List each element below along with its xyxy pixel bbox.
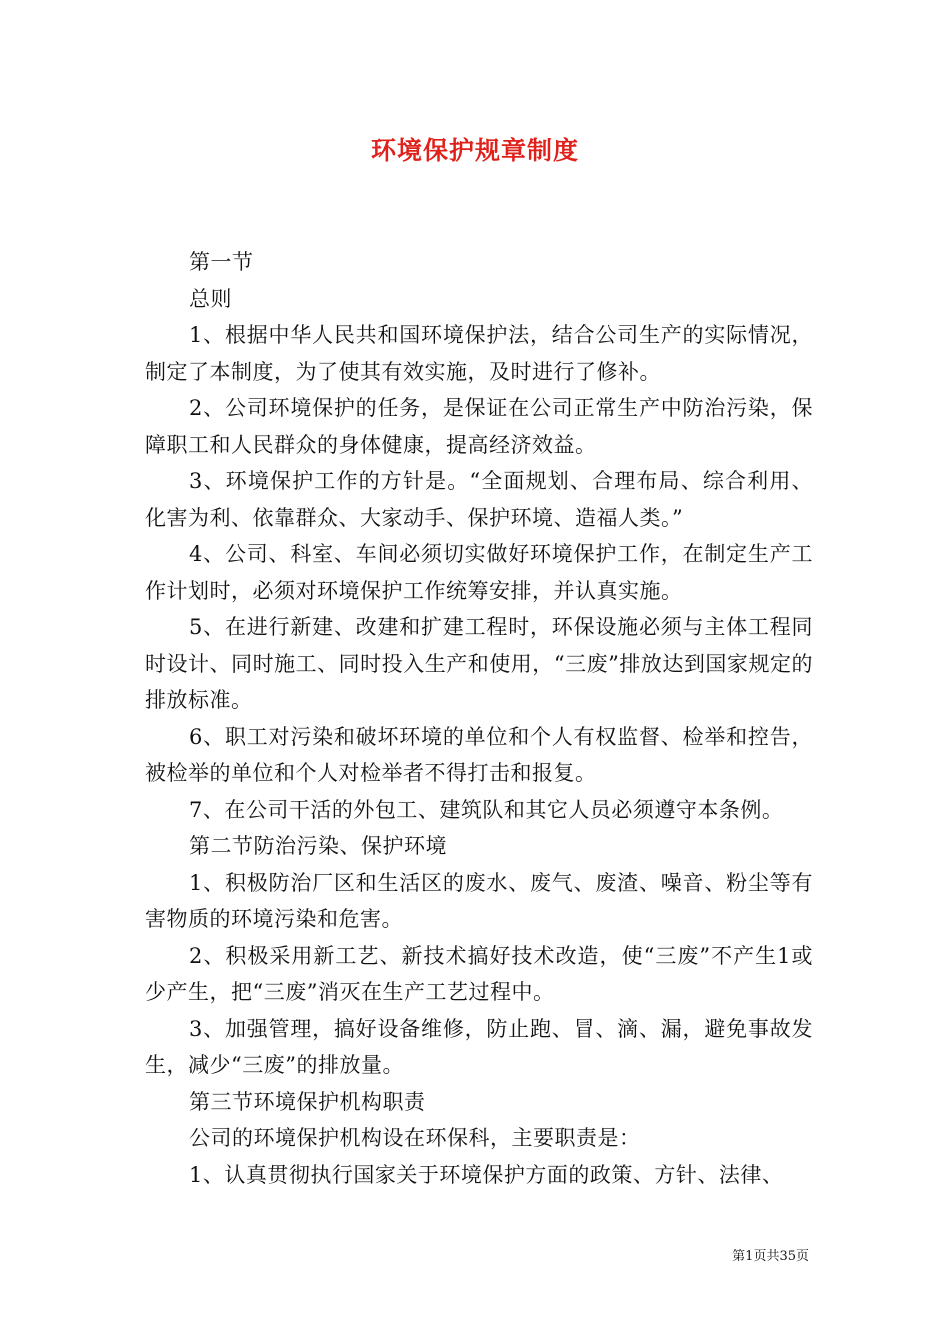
paragraph-section-2-item-2: 2、积极采用新工艺、新技术搞好技术改造，使“三废”不产生1或少产生，把“三废”消灭在生产工艺过程中。 [145, 943, 813, 1004]
page-number-footer: 第1页共35页 [732, 1249, 809, 1264]
paragraph-section-3-item-1: 1、认真贯彻执行国家关于环境保护方面的政策、方针、法律、 [189, 1162, 784, 1187]
paragraph-section-2-item-3: 3、加强管理，搞好设备维修，防止跑、冒、滴、漏，避免事故发生，减少“三废”的排放量。 [145, 1016, 813, 1077]
document-body [145, 244, 813, 1193]
paragraph-4: 4、公司、科室、车间必须切实做好环境保护工作，在制定生产工作计划时，必须对环境保护工作统筹安排，并认真实施。 [145, 542, 813, 603]
paragraph-section-1-heading: 第一节 [189, 250, 254, 274]
paragraph-1: 1、根据中华人民共和国环境保护法，结合公司生产的实际情况，制定了本制度，为了使其有效实施，及时进行了修补。 [145, 323, 813, 384]
paragraph-6: 6、职工对污染和破坏环境的单位和个人有权监督、检举和控告，被检举的单位和个人对检举者不得打击和报复。 [145, 724, 813, 785]
paragraph-section-2-heading: 第二节防治污染、保护环境 [189, 834, 447, 858]
paragraph-general-provisions: 总则 [189, 286, 232, 311]
paragraph-section-2-item-1: 1、积极防治厂区和生活区的废水、废气、废渣、噪音、粉尘等有害物质的环境污染和危害。 [145, 870, 813, 931]
paragraph-3: 3、环境保护工作的方针是。“全面规划、合理布局、综合利用、化害为利、依靠群众、大家动手、保护环境、造福人类。” [145, 469, 813, 530]
paragraph-2: 2、公司环境保护的任务，是保证在公司正常生产中防治污染，保障职工和人民群众的身体健康，提高经济效益。 [145, 396, 813, 457]
paragraph-7: 7、在公司干活的外包工、建筑队和其它人员必须遵守本条例。 [189, 797, 784, 822]
paragraph-section-3-heading: 第三节环境保护机构职责 [189, 1089, 426, 1114]
paragraph-5: 5、在进行新建、改建和扩建工程时，环保设施必须与主体工程同时设计、同时施工、同时投入生产和使用，“三废”排放达到国家规定的排放标准。 [145, 615, 813, 712]
page-title: 环境保护规章制度 [370, 136, 579, 165]
paragraph-section-3-intro: 公司的环境保护机构设在环保科，主要职责是： [189, 1126, 641, 1150]
